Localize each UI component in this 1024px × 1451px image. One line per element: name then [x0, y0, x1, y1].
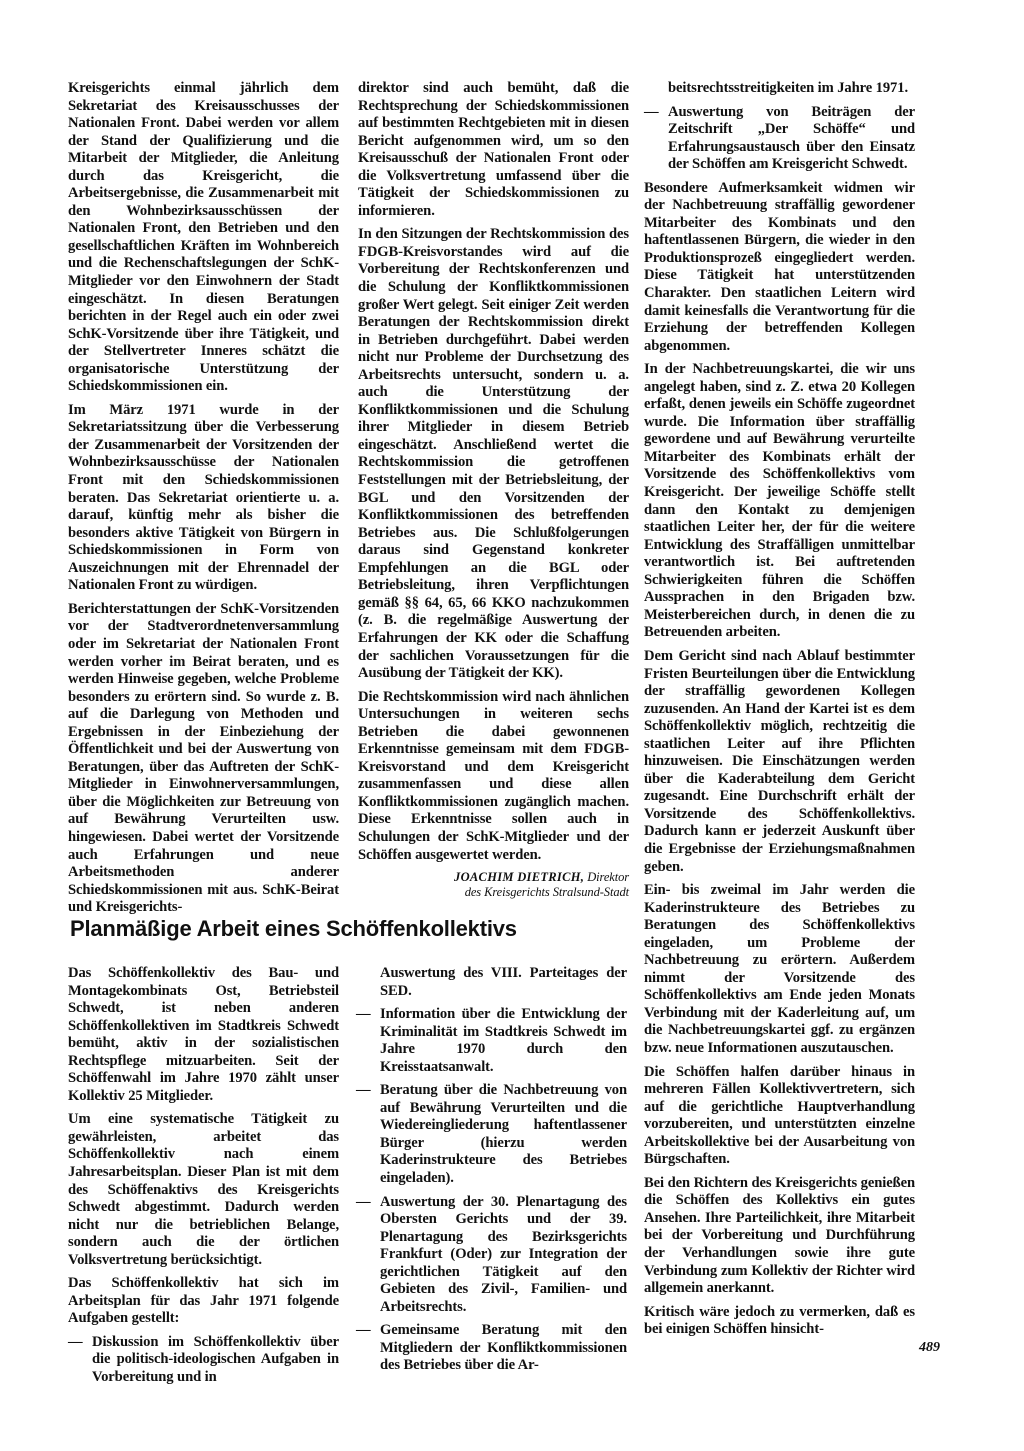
paragraph: Das Schöffenkollektiv hat sich im Arbeitsplan für das Jahr 1971 folgende Aufgaben gestellt: — [68, 1275, 339, 1327]
page-number: 489 — [919, 1340, 940, 1355]
task-list — [356, 1006, 627, 1375]
paragraph: Ein- bis zweimal im Jahr werden die Kaderinstrukteure des Betriebes zu Beratungen des Schöffenkollektivs eingeladen, um Probleme der Nachbetreuung zu erörtern. Außerdem nimmt der Vorsitzende des Schöffenkollektivs am Ende jeden Monats Verbindung mit der Kaderleitung auf, um die Nachbetreuungskartei ggf. zu ergänzen bzw. neue Informationen auszutauschen. — [644, 882, 915, 1056]
paragraph: Dem Gericht sind nach Ablauf bestimmter Fristen Beurteilungen über die Entwicklung der straffällig gewordenen Kollegen zuzusenden. An Hand der Kartei ist es dem Schöffenkollektiv möglich, rechtzeitig die staatlichen Leiter auf ihre Pflichten hinzuweisen. Die Einschätzungen werden über die Kaderabteilung dem Gericht zugesandt. Eine Durchschrift erhält der Vorsitzende des Schöffenkollektivs. Dadurch kann er jederzeit Auskunft über die Ergebnisse der Erziehungsmaßnahmen geben. — [644, 647, 915, 875]
paragraph: Das Schöffenkollektiv des Bau- und Montagekombinats Ost, Betriebsteil Schwedt, ist neben anderen Schöffenkollektiven im Stadtkreis Schwedt bemüht, aktiv in der sozialistischen Rechtspflege mitzuarbeiten. Seit der Schöffenwahl im Jahre 1970 zählt unser Kollektiv 25 Mitglieder. — [68, 965, 339, 1104]
author-name: JOACHIM DIETRICH, — [454, 870, 585, 885]
paragraph: Kritisch wäre jedoch zu vermerken, daß es bei einigen Schöffen hinsicht- — [644, 1303, 915, 1338]
paragraph: Bei den Richtern des Kreisgerichts genießen die Schöffen des Kollektivs ein gutes Ansehen. Ihre Parteilichkeit, ihre Mitarbeit bei der Vorbereitung und Durchführung der Verhandlungen sowie ihre gute Verbindung zum Kollektiv der Richter wird allgemein anerkannt. — [644, 1174, 915, 1297]
list-continuation: beitsrechtsstreitigkeiten im Jahre 1971. — [668, 80, 909, 96]
list-item: — Diskussion im Schöffenkollektiv über die politisch-ideologischen Aufgaben in Vorbereitung und in — [68, 1334, 339, 1387]
task-list — [68, 1334, 339, 1387]
paragraph: In der Nachbetreuungskartei, die wir uns angelegt haben, sind z. Z. etwa 20 Kollegen erfaßt, denen jeweils ein Schöffe zugeordnet wurde. Die Information über straffällig gewordene und auf Bewährung verurteilte Mitarbeiter des Kombinats erhält der Vorsitzende des Schöffenkollektivs vom Kreisgericht. Der jeweilige Schöffe stellt dann den Kontakt zu demjenigen staatlichen Leiter her, der für die weitere Entwicklung des Straffälligen unmittelbar verantwortlich ist. Bei auftretenden Schwierigkeiten führen die Schöffen Aussprachen in den Brigaden bzw. Meisterbereichen durch, in denen die zu Betreuenden arbeiten. — [644, 361, 915, 641]
list-item: — Gemeinsame Beratung mit den Mitgliedern der Konfliktkommissionen des Betriebes über die Ar- — [356, 1322, 627, 1375]
article2-column-3 — [644, 80, 915, 1345]
article-title: Planmäßige Arbeit eines Schöffenkollektivs — [70, 916, 517, 941]
list-item: — Auswertung von Beiträgen der Zeitschrift „Der Schöffe“ und Erfahrungsaustausch über den Einsatz der Schöffen am Kreisgericht Schwedt. — [644, 104, 915, 174]
author-signature — [358, 870, 629, 900]
paragraph: Besondere Aufmerksamkeit widmen wir der Nachbetreuung straffällig gewordener Mitarbeiter des Kombinats und den haftentlassenen Bürgern, die wieder in den Produktionsprozeß eingegliedert werden. Diese Tätigkeit hat unterstützenden Charakter. Den staatlichen Leitern wird damit keinesfalls die Verantwortung für die Erziehung der betreffenden Kollegen abgenommen. — [644, 179, 915, 354]
list-item: — Beratung über die Nachbetreuung von auf Bewährung Verurteilten und die Wiedereingliederung haftentlassener Bürger (hierzu werden Kaderinstrukteure des Betriebes eingeladen). — [356, 1082, 627, 1187]
article2-column-1 — [68, 965, 339, 1393]
article1-column-1 — [68, 80, 339, 923]
article1-column-2 — [358, 80, 629, 900]
author-title: Direktor — [584, 870, 629, 885]
paragraph: direktor sind auch bemüht, daß die Rechtsprechung der Schiedskommissionen auf bestimmten Rechtgebieten mit in diesen Bericht aufgenommen wird, um so den Kreisausschuß der Nationalen Front oder die Volksvertretung umfassend über die Tätigkeit der Schiedskommissionen zu informieren. — [358, 80, 629, 219]
paragraph: Im März 1971 wurde in der Sekretariatssitzung über die Verbesserung der Zusammenarbeit der Vorsitzenden der Wohnbezirksausschüsse der Nationalen Front mit den Schiedskommissionen beraten. Das Sekretariat orientierte u. a. darauf, künftig mehr als bisher die besonders aktive Tätigkeit von Bürgern in Schiedskommissionen in Form von Auszeichnungen mit der Ehrennadel der Nationalen Front zu würdigen. — [68, 401, 339, 594]
list-item: — Auswertung der 30. Plenartagung des Obersten Gerichts und der 39. Plenartagung des Bezirksgerichts Frankfurt (Oder) zur Integration der gerichtlichen Tätigkeit auf den Gebieten des Zivil-, Familien- und Arbeitsrechts. — [356, 1194, 627, 1317]
author-affiliation: des Kreisgerichts Stralsund-Stadt — [464, 885, 629, 900]
paragraph: In den Sitzungen der Rechtskommission des FDGB-Kreisvorstandes wird auf die Vorbereitung der Rechtskonferenzen und die Schulung der Konfliktkommissionen großer Wert gelegt. Seit einiger Zeit werden Beratungen der Rechtskommission direkt in Betrieben durchgeführt. Dabei werden nicht nur Probleme der Durchsetzung des Arbeitsrechts untersucht, sondern u. a. auch die Unterstützung der Konfliktkommissionen und die Schulung ihrer Mitglieder in diesem Betrieb eingeschätzt. Anschließend wertet die Rechtskommission die getroffenen Feststellungen mit der Betriebsleitung, der BGL und den Vorsitzenden der Konfliktkommissionen des betreffenden Betriebes aus. Die Schlußfolgerungen daraus sind Gegenstand konkreter Empfehlungen an die BGL oder Betriebsleitung, ihren Verpflichtungen gemäß §§ 64, 65, 66 KKO nachzukommen (z. B. die regelmäßige Auswertung der Erfahrungen der KK oder die Schaffung der sachlichen Voraussetzungen für die Ausübung der Tätigkeit der KK). — [358, 226, 629, 682]
article2-column-2 — [356, 965, 627, 1381]
paragraph: Um eine systematische Tätigkeit zu gewährleisten, arbeitet das Schöffenkollektiv nach einem Jahresarbeitsplan. Dieser Plan ist mit dem des Schöffenaktivs des Kreisgerichts Schwedt abgestimmt. Dadurch werden nicht nur die betrieblichen Belange, sondern auch die der örtlichen Volksvertretung berücksichtigt. — [68, 1111, 339, 1268]
paragraph: Kreisgerichts einmal jährlich dem Sekretariat des Kreisausschusses der Nationalen Front. Dabei werden vor allem der Stand der Qualifizierung und die Mitarbeit der Mitglieder, die Anleitung durch das Kreisgericht, die Arbeitsergebnisse, die Zusammenarbeit mit den Wohnbezirksausschüssen der Nationalen Front, den Betrieben und den gesellschaftlichen Kräften im Wohnbereich und die Rechenschaftslegungen der SchK-Mitglieder vor den Einwohnern der Stadt eingeschätzt. In diesen Beratungen berichten in der Regel auch ein oder zwei SchK-Vorsitzende über ihre Tätigkeit, und der Stellvertreter Inneres schätzt die organisatorische Unterstützung der Schiedskommissionen ein. — [68, 80, 339, 395]
paragraph: Die Schöffen halfen darüber hinaus in mehreren Fällen Kollektivvertretern, sich auf die gerichtliche Hauptverhandlung vorzubereiten, und unterstützten einzelne Arbeitskollektive bei der Ausarbeitung von Bürgschaften. — [644, 1063, 915, 1168]
task-list — [644, 104, 915, 174]
paragraph: Die Rechtskommission wird nach ähnlichen Untersuchungen in weiteren sechs Betrieben die dabei gewonnenen Erkenntnisse gemeinsam mit dem FDGB-Kreisvorstand und dem Kreisgericht zusammenfassen und diese allen Konfliktkommissionen zugänglich machen. Diese Erkenntnisse sollen auch in Schulungen der SchK-Mitglieder und der Schöffen ausgewertet werden. — [358, 688, 629, 863]
list-item: — Information über die Entwicklung der Kriminalität im Stadtkreis Schwedt im Jahre 1970 durch den Kreisstaatsanwalt. — [356, 1006, 627, 1076]
paragraph: Berichterstattungen der SchK-Vorsitzenden vor der Stadtverordnetenversammlung oder im Sekretariat der Nationalen Front werden vorher im Beirat beraten, und es werden Hinweise gegeben, welche Probleme besonders zu erörtern sind. So wurde z. B. auf die Darlegung von Methoden und Ergebnissen in der Einbeziehung der Öffentlichkeit und bei der Auswertung von Beratungen, über das Auftreten der SchK-Mitglieder in Einwohnerversammlungen, über die Möglichkeiten zur Betreuung von auf Bewährung Verurteilten usw. hingewiesen. Dabei wertet der Vorsitzende auch Erfahrungen und neue Arbeitsmethoden anderer Schiedskommissionen mit aus. SchK-Beirat und Kreisgerichts- — [68, 600, 339, 916]
list-continuation: Auswertung des VIII. Parteitages der SED. — [380, 965, 627, 999]
